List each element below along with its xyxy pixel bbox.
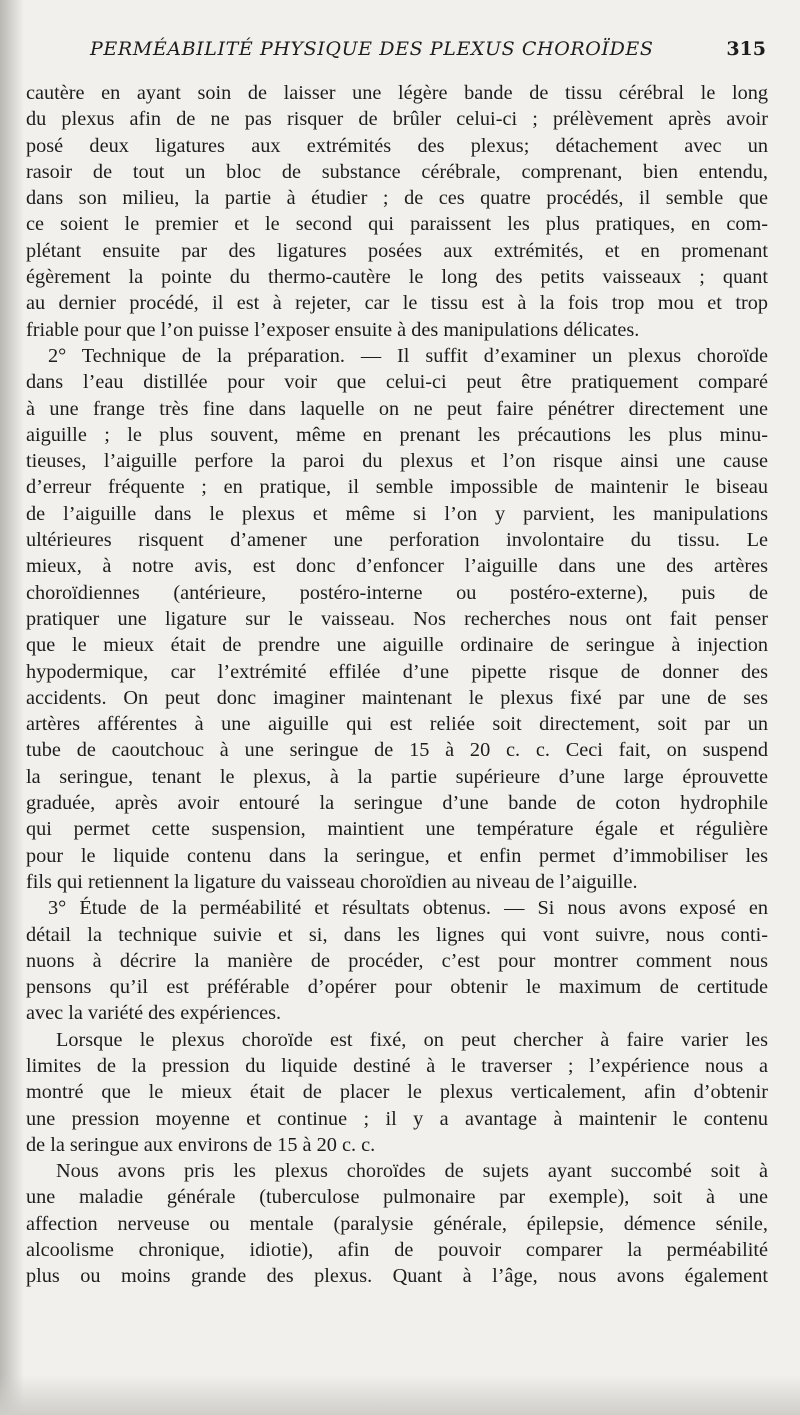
text-line: détail la technique suivie et si, dans les lignes qui vont suivre, nous conti- — [26, 923, 768, 946]
page-header — [90, 38, 766, 68]
text-line: choroïdiennes (antérieure, postéro-interne ou postéro-externe), puis de — [26, 581, 768, 604]
text-line: alcoolisme chronique, idiotie), afin de pouvoir comparer la perméabilité — [26, 1239, 768, 1262]
body-text — [26, 80, 768, 1290]
text-line: avec la variété des expériences. — [26, 1002, 282, 1025]
text-line: plétant ensuite par des ligatures posées aux extrémités, et en promenant — [26, 239, 768, 262]
text-line: au dernier procédé, il est à rejeter, car le tissu est à la fois trop mou et trop — [26, 292, 768, 315]
text-line: que le mieux était de prendre une aiguille ordinaire de seringue à injection — [26, 634, 768, 657]
text-line: montré que le mieux était de placer le plexus verticalement, afin d’obtenir — [26, 1081, 768, 1104]
running-title: PERMÉABILITÉ PHYSIQUE DES PLEXUS CHOROÏDES — [90, 38, 654, 60]
text-line: qui permet cette suspension, maintient une température égale et régulière — [26, 818, 768, 841]
text-line: posé deux ligatures aux extrémités des plexus; détachement avec un — [26, 134, 768, 157]
text-line: rasoir de tout un bloc de substance cérébrale, comprenant, bien entendu, — [26, 160, 768, 183]
text-line: nuons à décrire la manière de procéder, c’est pour montrer comment nous — [26, 949, 768, 972]
text-line: aiguille ; le plus souvent, même en prenant les précautions les plus minu- — [26, 423, 768, 446]
page-shadow-bottom — [0, 1375, 800, 1415]
text-line: tieuses, l’aiguille perfore la paroi du plexus et l’on risque ainsi une cause — [26, 450, 768, 473]
text-line: graduée, après avoir entouré la seringue d’une bande de coton hydrophile — [26, 792, 768, 815]
text-line: ultérieures risquent d’amener une perforation involontaire du tissu. Le — [26, 529, 768, 552]
text-line: ce soient le premier et le second qui paraissent les plus pratiques, en com- — [26, 213, 768, 236]
text-line: plus ou moins grande des plexus. Quant à l’âge, nous avons également — [26, 1265, 768, 1288]
text-line: de la seringue aux environs de 15 à 20 c. c. — [26, 1133, 376, 1156]
text-line: dans l’eau distillée pour voir que celui-ci peut être pratiquement comparé — [26, 371, 768, 394]
text-line: du plexus afin de ne pas risquer de brûler celui-ci ; prélèvement après avoir — [26, 108, 768, 131]
text-line: fils qui retiennent la ligature du vaisseau choroïdien au niveau de l’aiguille. — [26, 870, 638, 893]
text-line: friable pour que l’on puisse l’exposer ensuite à des manipulations délicates. — [26, 318, 640, 341]
text-line: dans son milieu, la partie à étudier ; de ces quatre procédés, il semble que — [26, 187, 768, 210]
text-line: tube de caoutchouc à une seringue de 15 à 20 c. c. Ceci fait, on suspend — [26, 739, 768, 762]
text-line: une pression moyenne et continue ; il y a avantage à maintenir le contenu — [26, 1107, 768, 1130]
text-line: la seringue, tenant le plexus, à la partie supérieure d’une large éprouvette — [26, 765, 768, 788]
text-line: cautère en ayant soin de laisser une légère bande de tissu cérébral le long — [26, 82, 768, 104]
text-line: de l’aiguille dans le plexus et même si l’on y parvient, les manipulations — [26, 502, 768, 525]
page-shadow-edge — [0, 0, 24, 1415]
text-line: Nous avons pris les plexus choroïdes de sujets ayant succombé soit à — [56, 1160, 768, 1183]
text-line: Lorsque le plexus choroïde est fixé, on peut chercher à faire varier les — [56, 1028, 768, 1051]
text-line: affection nerveuse ou mentale (paralysie générale, épilepsie, démence sénile, — [26, 1212, 768, 1235]
text-line: égèrement la pointe du thermo-cautère le long des petits vaisseaux ; quant — [26, 266, 768, 289]
page-number: 315 — [726, 38, 766, 60]
text-line: pour le liquide contenu dans la seringue, et enfin permet d’immobiliser les — [26, 844, 768, 867]
text-line: à une frange très fine dans laquelle on ne peut faire pénétrer directement une — [26, 397, 768, 420]
text-line: une maladie générale (tuberculose pulmonaire par exemple), soit à une — [26, 1186, 768, 1209]
text-line: 3° Étude de la perméabilité et résultats obtenus. — Si nous avons exposé en — [48, 897, 768, 920]
text-line: mieux, à notre avis, est donc d’enfoncer l’aiguille dans une des artères — [26, 555, 768, 578]
text-line: limites de la pression du liquide destiné à le traverser ; l’expérience nous a — [26, 1054, 768, 1077]
text-line: d’erreur fréquente ; en pratique, il semble impossible de maintenir le biseau — [26, 476, 768, 499]
text-line: 2° Technique de la préparation. — Il suffit d’examiner un plexus choroïde — [48, 344, 768, 367]
text-line: pensons qu’il est préférable d’opérer pour obtenir le maximum de certitude — [26, 976, 768, 999]
text-line: accidents. On peut donc imaginer maintenant le plexus fixé par une de ses — [26, 686, 768, 709]
text-line: hypodermique, car l’extrémité effilée d’une pipette risque de donner des — [26, 660, 768, 683]
text-line: pratiquer une ligature sur le vaisseau. Nos recherches nous ont fait penser — [26, 607, 768, 630]
text-line: artères afférentes à une aiguille qui est reliée soit directement, soit par un — [26, 713, 768, 736]
